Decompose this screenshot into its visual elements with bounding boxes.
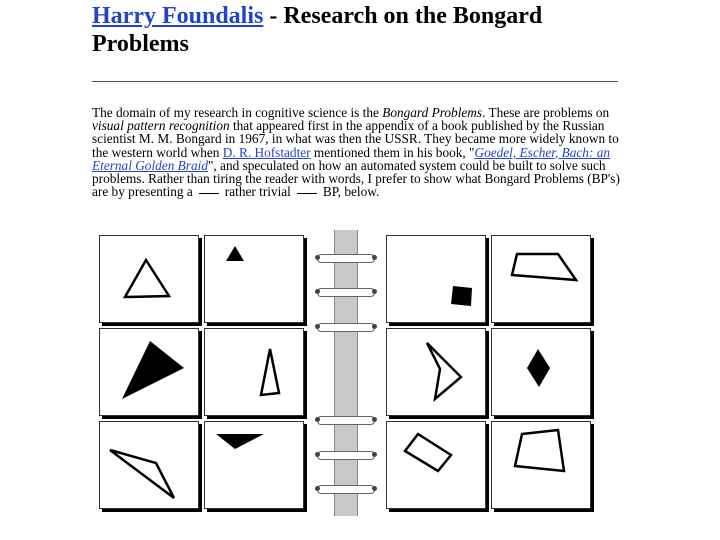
binder-ring [317,254,375,263]
right-panel-1 [386,235,486,323]
intro-paragraph [92,106,620,198]
dash-1 [199,193,219,194]
thin-sliver-triangle-shape [100,422,198,508]
left-panel-6 [204,421,304,509]
filled-triangle-shape [100,329,198,415]
intro-em-bongard: Bongard Problems [382,105,483,120]
right-panel-2 [491,235,591,323]
left-panel-1 [99,235,199,323]
thin-triangle-shape [205,329,303,415]
small-filled-triangle-shape [205,236,303,322]
left-panel-5 [99,421,199,509]
intro-text-2: . These are problems on [482,105,610,120]
title-text: - Research on the Bongard Problems [92,3,543,57]
right-panel-3 [386,328,486,416]
hofstadter-link[interactable]: D. R. Hofstadter [222,144,311,160]
triangle-shape [100,236,198,322]
trapezoid-shape [492,236,590,322]
irregular-quadrilateral-shape [492,422,590,508]
binder-ring [317,416,375,425]
intro-text-3: that appeared first in the appendix of a book published by the Russian scientist M. M. Bongard in 1967, in what was then the USSR. They became more widely known to the western world when [92,118,619,160]
geb-book-link[interactable]: Goedel, Escher, Bach: an Eternal Golden Braid [92,144,610,173]
intro-em-vpr: visual pattern recognition [92,118,230,134]
page-title [92,2,632,58]
filled-diamond-shape [492,329,590,415]
binder-ring [317,323,375,332]
right-panel-6 [491,421,591,509]
intro-text-1: The domain of my research in cognitive science is the [92,105,383,120]
intro-text-5: ", and speculated on how an automated system could be built to solve such problems. Rather than tiring the reader with words, I prefer to show what Bongard Problems (BP's) are by presenting a [92,157,620,200]
binder-spine [334,230,358,516]
intro-text-4: mentioned them in his book, " [310,144,475,160]
left-panel-3 [99,328,199,416]
right-panel-4 [491,328,591,416]
left-panel-4 [204,328,304,416]
filled-inverted-triangle-shape [205,422,303,508]
filled-square-shape [387,236,485,322]
dash-2 [297,193,317,194]
intro-text-6: rather trivial [224,184,291,200]
binder-ring [317,485,375,494]
author-link[interactable]: Harry Foundalis [92,3,264,29]
binder-ring [317,288,375,297]
horizontal-rule [92,81,618,82]
intro-text-7: BP, below. [322,184,380,200]
right-panel-5 [386,421,486,509]
left-panel-2 [204,235,304,323]
arrowhead-quadrilateral-shape [387,329,485,415]
binder-ring [317,451,375,460]
rectangle-shape [387,422,485,508]
